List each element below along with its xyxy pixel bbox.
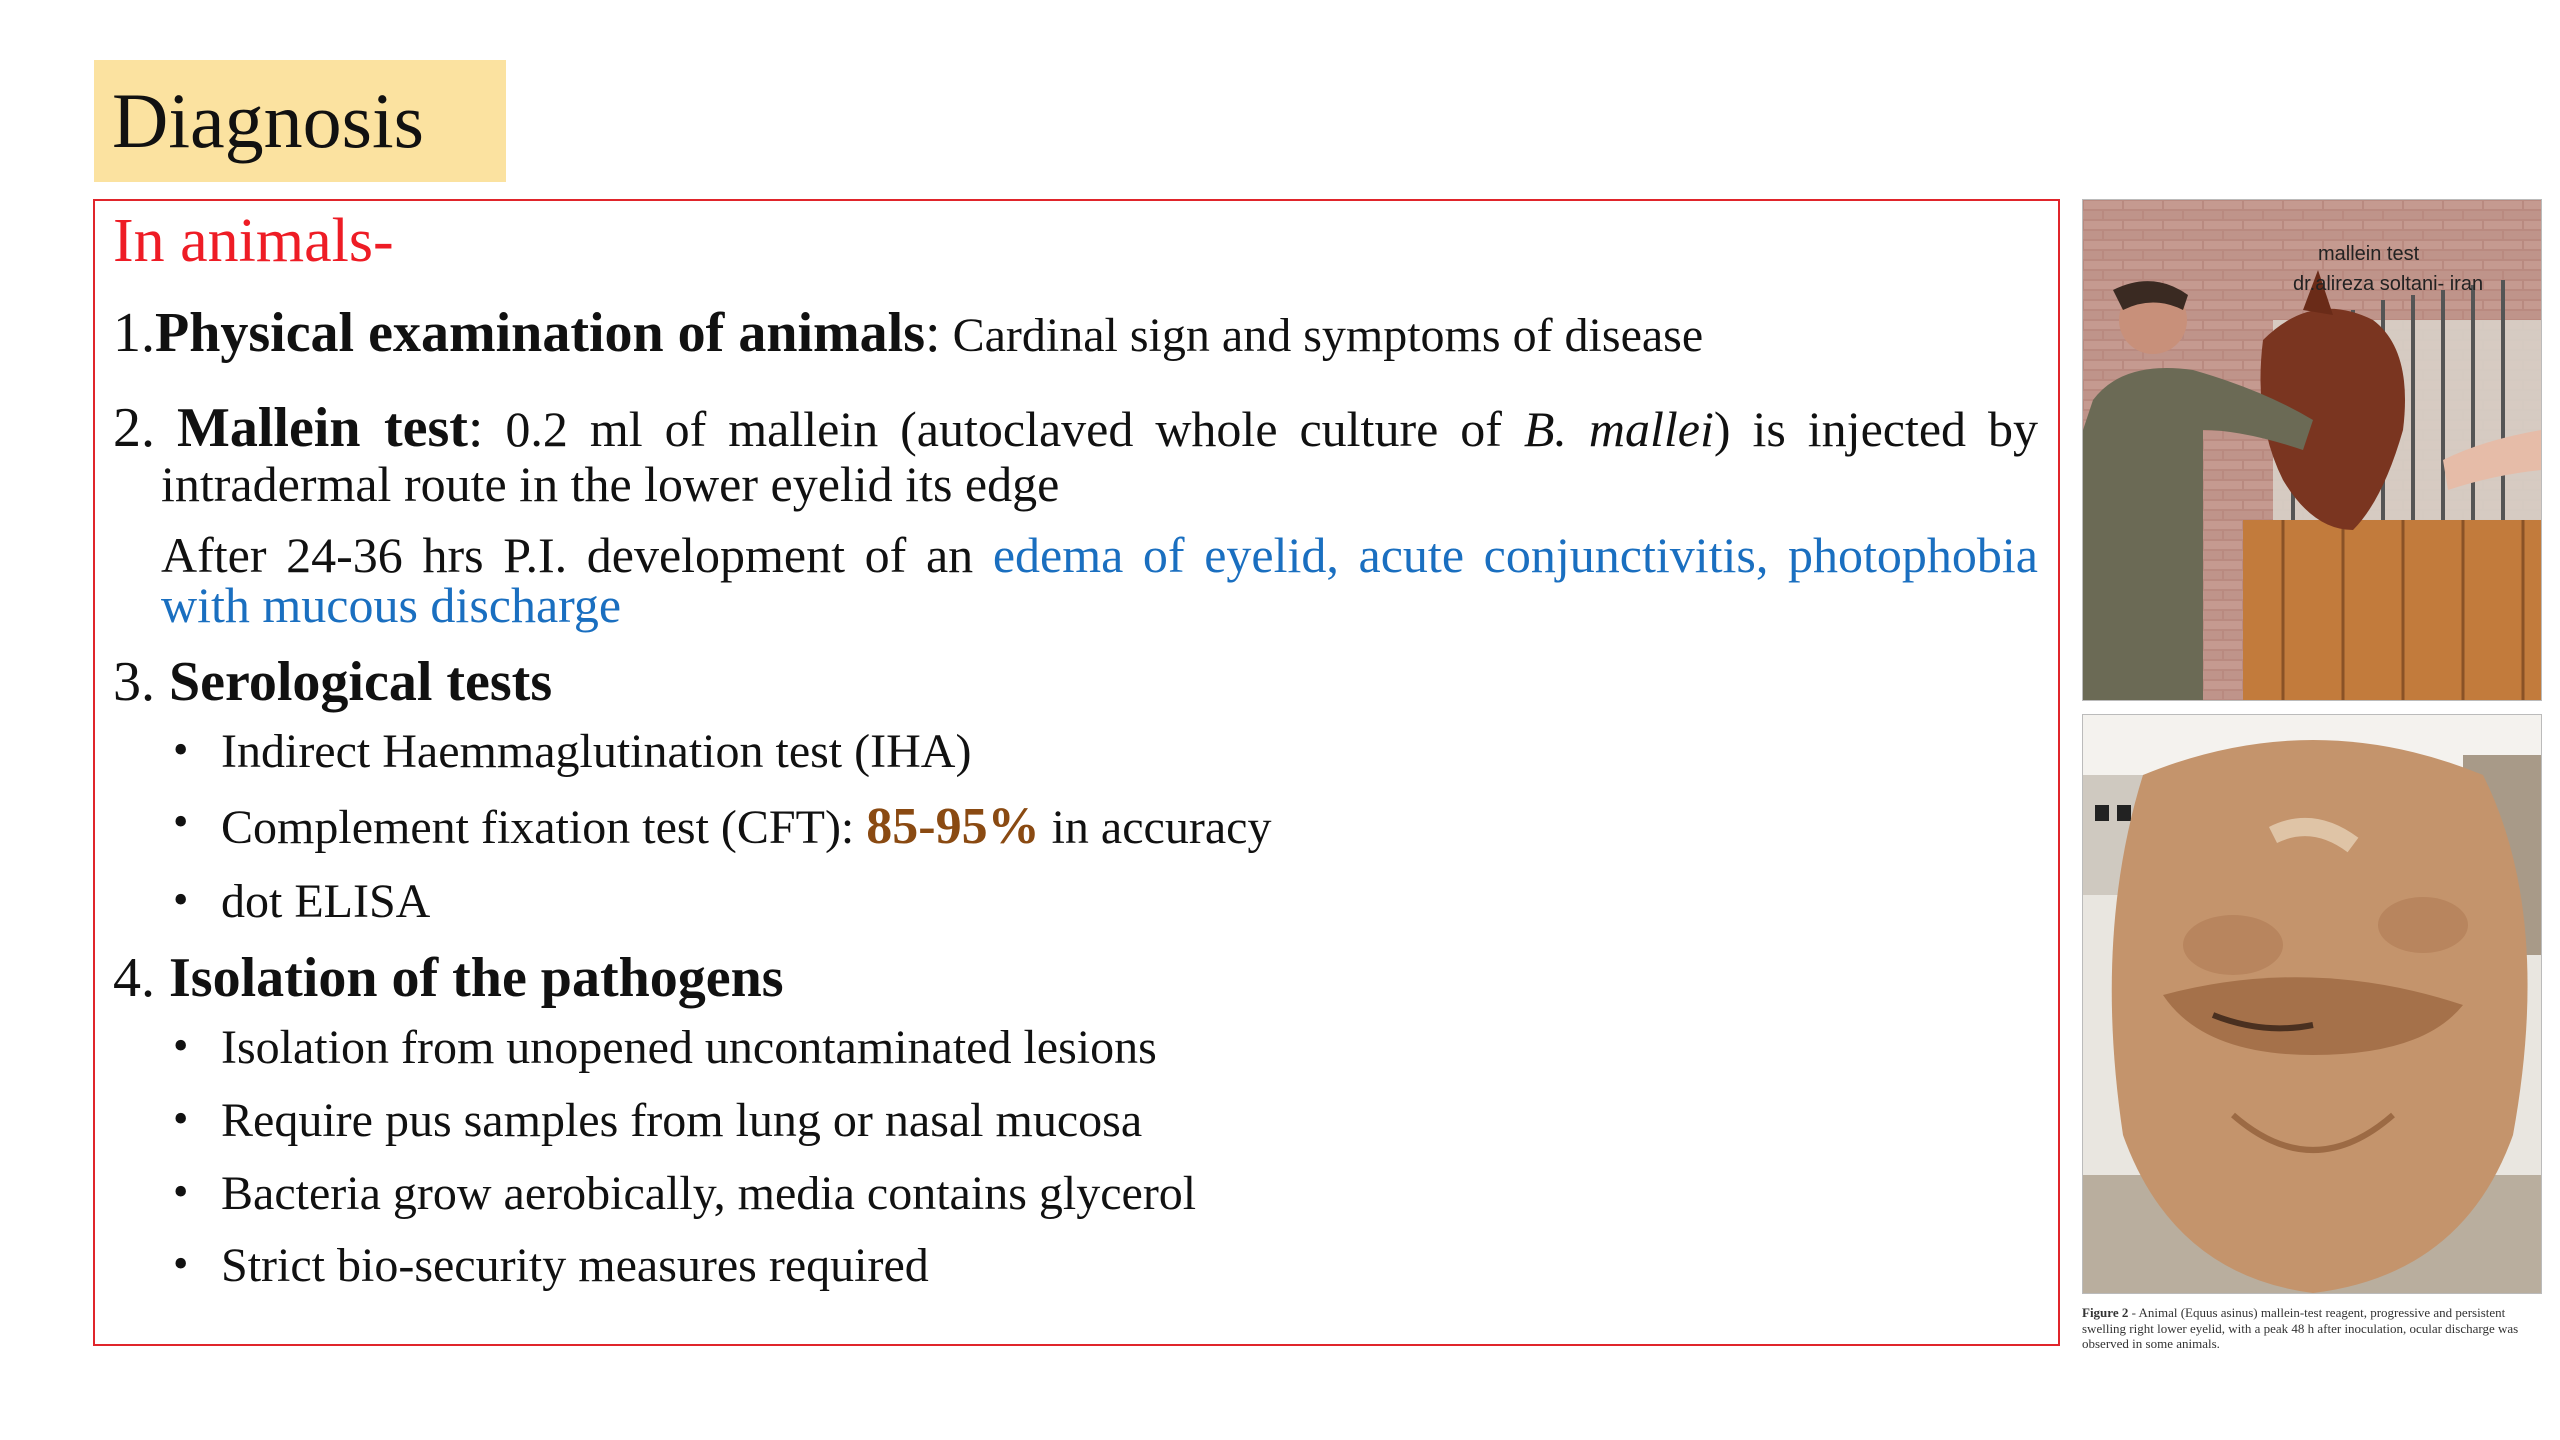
list-item [221,1240,2038,1293]
item-isolation [113,948,2038,1010]
item-description-part: 0.2 ml of mallein (autoclaved whole culture of [483,400,1524,457]
item-colon: : [467,396,484,459]
item-description: Cardinal sign and symptoms of disease [940,309,1704,363]
item-description-part: ) is injected by intradermal route in the lower eyelid its edge [161,400,2038,512]
result-signs-highlight: edema of eyelid, acute conjunctivitis, photophobia with mucous discharge [161,527,2038,634]
photo-watermark-line1: mallein test [2318,243,2420,265]
list-item-text: Require pus samples from lung or nasal mucosa [221,1093,1143,1147]
figure-caption [2082,1305,2540,1352]
serological-list [113,726,2038,929]
list-item-text: Bacteria grow aerobically, media contains glycerol [221,1166,1197,1220]
caption-text: - Animal (Equus asinus) mallein-test reagent, progressive and persistent swelling right lower eyelid, with a peak 48 h after inoculation, ocular discharge was observed in some animals. [2082,1305,2519,1352]
list-item [221,1168,2038,1221]
item-mallein-test [113,396,2038,512]
donkey-eyelid-photo [2082,714,2542,1294]
item-title: Physical examination of animals [155,302,926,365]
list-item-text: Isolation from unopened uncontaminated lesions [221,1021,1157,1075]
list-item [221,1022,2038,1075]
item-number: 1. [113,302,155,365]
species-name: B. mallei [1523,400,1714,457]
donkey-eyelid-illustration [2083,715,2541,1293]
section-heading: In animals- [113,207,394,275]
item-number: 4. [113,947,155,1010]
list-item [221,876,2038,929]
list-item-text: dot ELISA [221,874,431,928]
list-item-text: Strict bio-security measures required [221,1239,929,1293]
list-item-text: in accuracy [1039,801,1272,855]
caption-label: Figure 2 [2082,1305,2129,1320]
item-title: Serological tests [169,651,553,714]
isolation-list [113,1022,2038,1293]
result-text: After 24-36 hrs P.I. development of an [161,527,993,584]
item-physical-examination [113,303,2038,365]
item-number: 3. [113,651,155,714]
accuracy-highlight: 85-95% [866,798,1040,856]
item-title: Isolation of the pathogens [169,947,784,1010]
list-item [221,1095,2038,1148]
list-item [221,726,2038,779]
mallein-test-illustration [2083,200,2541,700]
list-item-text: Complement fixation test (CFT): [221,801,867,855]
list-item-text: Indirect Haemmaglutination test (IHA) [221,724,972,778]
item-title: Mallein test [176,396,468,459]
mallein-test-photo [2082,199,2542,701]
slide-title: Diagnosis [112,77,424,164]
item-serological-tests [113,652,2038,714]
photo-watermark-line2: dr.alireza soltani- iran [2293,273,2484,295]
item-number: 2. [113,396,155,459]
item-colon: : [925,302,941,365]
list-item [221,798,2038,855]
title-box [94,60,506,182]
mallein-result-text [113,527,2038,634]
content-box [93,199,2060,1346]
